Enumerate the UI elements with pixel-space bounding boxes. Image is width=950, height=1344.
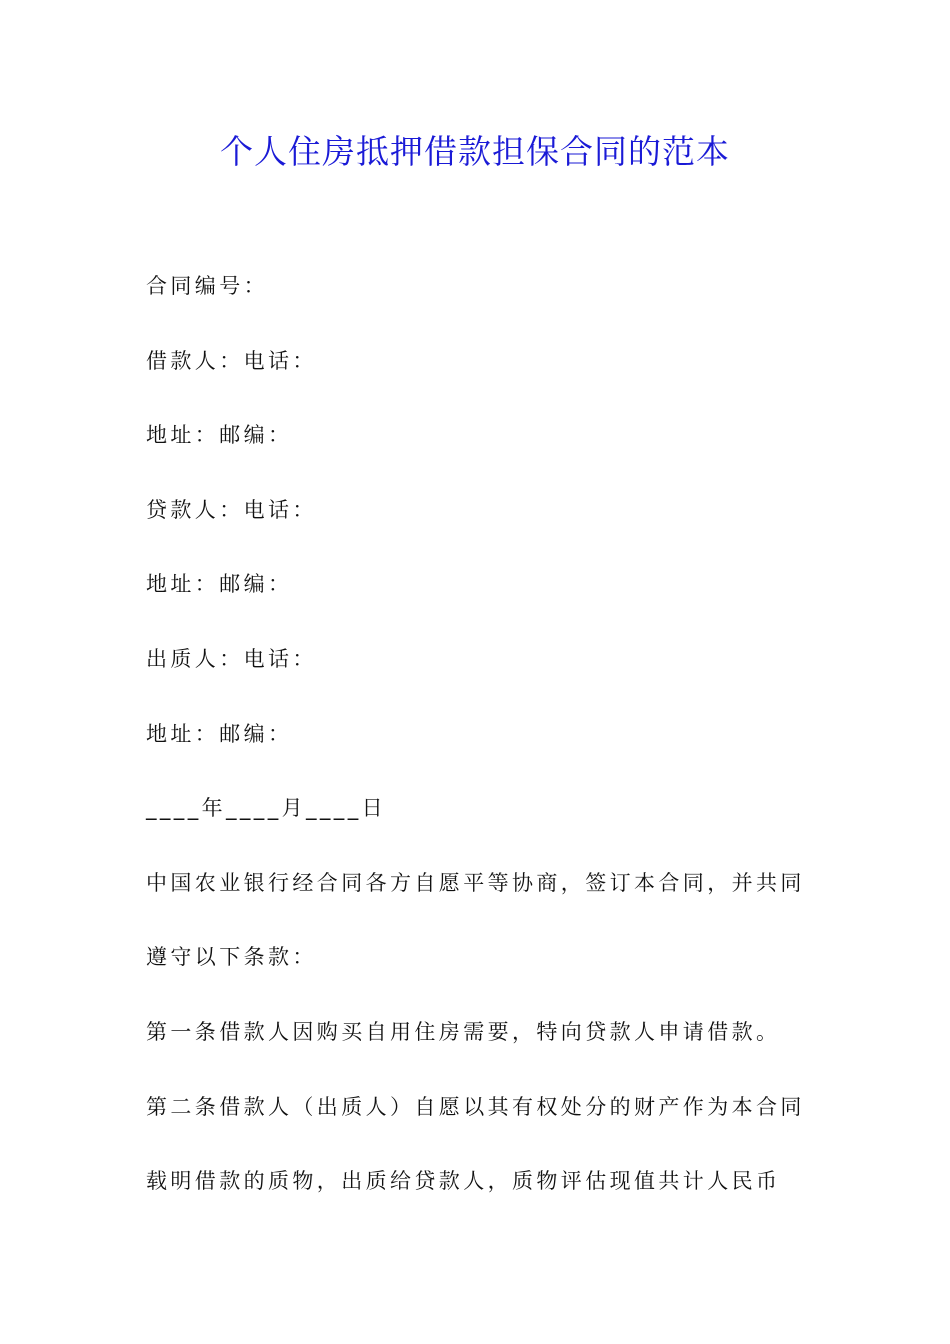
lender-line: 贷款人：电话： xyxy=(146,497,317,522)
paragraph-line: 中国农业银行经合同各方自愿平等协商，签订本合同，并共同 xyxy=(146,870,805,895)
document-body xyxy=(146,266,806,1236)
borrower-address-line: 地址：邮编： xyxy=(146,423,293,448)
date-line: ____年____月____日 xyxy=(146,796,386,821)
article-two-line: 第二条借款人（出质人）自愿以其有权处分的财产作为本合同 xyxy=(146,1094,805,1119)
article-two-line: 载明借款的质物，出质给贷款人，质物评估现值共计人民币 xyxy=(146,1169,781,1194)
document-title: 个人住房抵押借款担保合同的范本 xyxy=(220,132,730,171)
pledgor-address-line: 地址：邮编： xyxy=(146,721,293,746)
article-one-line: 第一条借款人因购买自用住房需要，特向贷款人申请借款。 xyxy=(146,1019,781,1044)
paragraph-line: 遵守以下条款： xyxy=(146,945,317,970)
lender-address-line: 地址：邮编： xyxy=(146,572,293,597)
pledgor-line: 出质人：电话： xyxy=(146,646,317,671)
contract-number-line: 合同编号： xyxy=(146,274,268,298)
borrower-line: 借款人：电话： xyxy=(146,348,317,373)
